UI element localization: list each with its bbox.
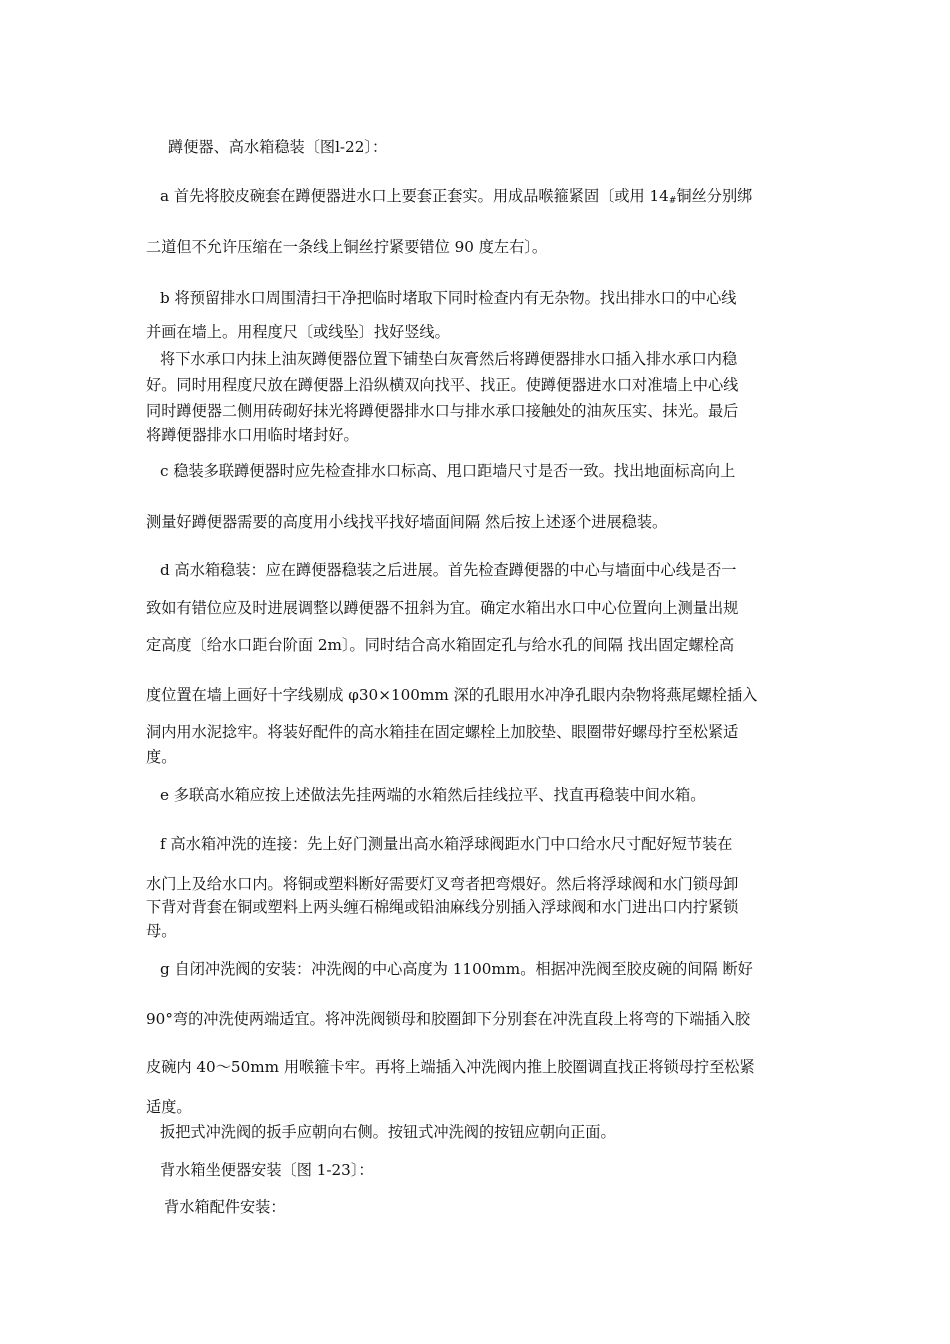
item-g-line-2: 90°弯的冲洗使两端适宜。将冲洗阀锁母和胶圈卸下分别套在冲洗直段上将弯的下端插入胶: [146, 1010, 751, 1028]
item-b-line-1: b 将预留排水口周围清扫干净把临时堵取下同时检查内有无杂物。找出排水口的中心线: [160, 289, 737, 307]
item-d-line-4: 度位置在墙上画好十字线剔成 φ30×100mm 深的孔眼用水冲净孔眼内杂物将燕尾螺栓插入: [146, 686, 758, 704]
item-a-line-1-text: a 首先将胶皮碗套在蹲便器进水口上要套正套实。用成品喉箍紧固〔或用 14: [160, 187, 669, 205]
item-f-line-2: 水门上及给水口内。将铜或塑料断好需要灯叉弯者把弯煨好。然后将浮球阀和水门锁母卸: [146, 875, 739, 893]
item-a-line-2: 二道但不允许压缩在一条线上铜丝拧紧要错位 90 度左右〕。: [146, 238, 548, 256]
item-f-line-3: 下背对背套在铜或塑料上两头缠石棉绳或铅油麻线分别插入浮球阀和水门进出口内拧紧锁: [146, 898, 739, 916]
item-g-line-4: 适度。: [146, 1098, 192, 1116]
item-a-line-1-tail: 铜丝分别绑: [676, 187, 753, 205]
item-b-line-5: 同时蹲便器二侧用砖砌好抹光将蹲便器排水口与排水承口接触处的油灰压实、抹光。最后: [146, 402, 739, 420]
item-d-line-6: 度。: [146, 748, 177, 766]
item-e-line-1: e 多联高水箱应按上述做法先挂两端的水箱然后挂线拉平、找直再稳装中间水箱。: [160, 786, 706, 804]
item-d-line-3: 定高度〔给水口距台阶面 2m〕。同时结合高水箱固定孔与给水孔的间隔 找出固定螺栓高: [146, 636, 735, 654]
section-heading-squat-toilet: 蹲便器、高水箱稳装〔图l-22〕：: [168, 138, 388, 156]
item-g-line-3: 皮碗内 40～50mm 用喉箍卡牢。再将上端插入冲洗阀内推上胶圈调直找正将锁母拧至松紧: [146, 1058, 755, 1076]
item-b-line-4: 好。同时用程度尺放在蹲便器上沿纵横双向找平、找正。使蹲便器进水口对准墙上中心线: [146, 376, 739, 394]
item-d-line-2: 致如有错位应及时进展调整以蹲便器不扭斜为宜。确定水箱出水口中心位置向上测量出规: [146, 599, 739, 617]
item-b-line-3: 将下水承口内抹上油灰蹲便器位置下铺垫白灰膏然后将蹲便器排水口插入排水承口内稳: [160, 350, 738, 368]
item-b-line-2: 并画在墙上。用程度尺〔或线坠〕找好竖线。: [146, 323, 450, 341]
item-g-line-1: g 自闭冲洗阀的安装：冲洗阀的中心高度为 1100mm。相据冲洗阀至胶皮碗的间隔 断好: [160, 960, 753, 978]
item-g-line-5: 扳把式冲洗阀的扳手应朝向右侧。按钮式冲洗阀的按钮应朝向正面。: [160, 1123, 616, 1141]
item-f-line-4: 母。: [146, 922, 177, 940]
section-heading-back-tank-toilet: 背水箱坐便器安装〔图 1-23〕：: [160, 1161, 374, 1179]
item-d-line-1: d 高水箱稳装：应在蹲便器稳装之后进展。首先检查蹲便器的中心与墙面中心线是否一: [160, 561, 737, 579]
item-a-subscript: #: [668, 196, 677, 206]
item-f-line-1: f 高水箱冲洗的连接：先上好门测量出高水箱浮球阀距水门中口给水尺寸配好短节装在: [160, 835, 733, 853]
section-heading-back-tank-fittings: 背水箱配件安装：: [164, 1198, 286, 1216]
item-b-line-6: 将蹲便器排水口用临时堵封好。: [146, 426, 359, 444]
item-c-line-1: c 稳装多联蹲便器时应先检查排水口标高、甩口距墙尺寸是否一致。找出地面标高向上: [160, 462, 736, 480]
item-d-line-5: 洞内用水泥捻牢。将装好配件的高水箱挂在固定螺栓上加胶垫、眼圈带好螺母拧至松紧适: [146, 723, 739, 741]
item-c-line-2: 测量好蹲便器需要的高度用小线找平找好墙面间隔 然后按上述逐个进展稳装。: [146, 513, 668, 531]
item-a-line-1: [160, 186, 820, 211]
